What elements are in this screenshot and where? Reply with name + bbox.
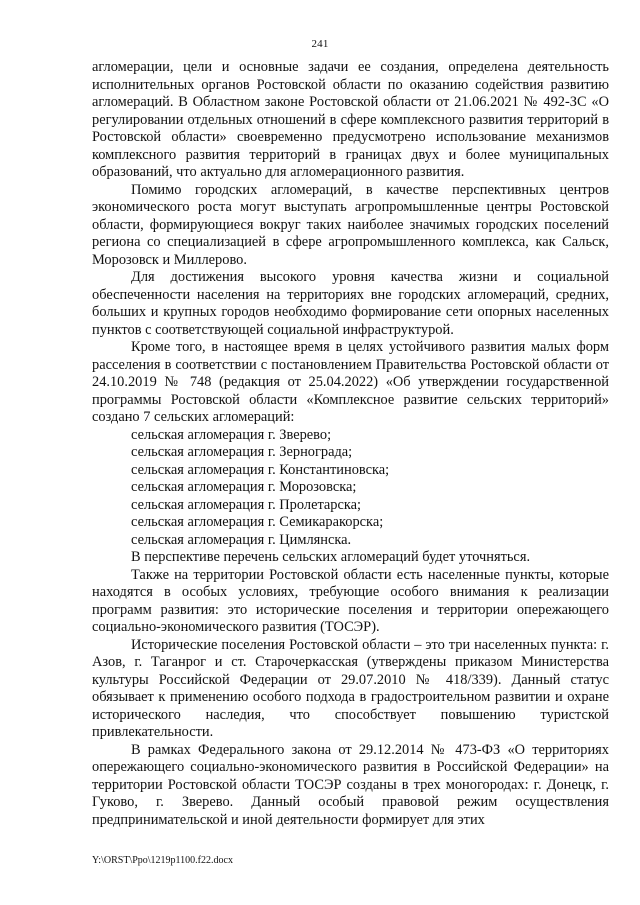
- paragraph-historical-settlements: Исторические поселения Ростовской области – это три населенных пункта: г. Азов, г. Таганрог и ст. Старочеркасская (утверждены приказом Министерства культуры Российской Федерации от 29.07.2010 № 418/339). Данный статус обязывает к применению особого подхода в градостроительном развитии и охране исторического наследия, что способствует повышению туристской привлекательности.: [92, 636, 609, 740]
- list-item: сельская агломерация г. Константиновска;: [131, 461, 390, 478]
- paragraph-toser: В рамках Федерального закона от 29.12.2014 № 473-ФЗ «О территориях опережающего социально-экономического развития в Российской Федерации» на территории Ростовской области ТОСЭР созданы в трех моногородах: г. Донецк, г. Гуково, г. Зверево. Данный особый правовой режим осуществления предпринимательской и иной деятельности формирует для этих: [92, 741, 609, 828]
- footer-file-path: Y:\ORST\Ppo\1219p1100.f22.docx: [92, 855, 233, 866]
- list-item: сельская агломерация г. Зверево;: [131, 426, 332, 443]
- list-item: сельская агломерация г. Цимлянска.: [131, 531, 352, 548]
- paragraph-support-settlements: Для достижения высокого уровня качества жизни и социальной обеспеченности населения на территориях вне городских агломераций, средних, больших и крупных городов необходимо формирование сети опорных населенных пунктов с соответствующей социальной инфраструктурой.: [92, 269, 609, 338]
- list-item: сельская агломерация г. Пролетарска;: [131, 496, 362, 513]
- paragraph-perspective: В перспективе перечень сельских агломераций будет уточняться.: [131, 549, 531, 565]
- paragraph-special-settlements: Также на территории Ростовской области есть населенные пункты, которые находятся в особых условиях, требующие особого внимания к реализации программ развития: это исторические поселения и территории опережающего социально-экономического развития (ТОСЭР).: [92, 566, 609, 635]
- page-number: 241: [311, 38, 329, 50]
- list-item: сельская агломерация г. Морозовска;: [131, 479, 357, 495]
- list-item: сельская агломерация г. Семикаракорска;: [131, 514, 384, 530]
- rural-agglomerations-list: [92, 427, 609, 550]
- paragraph-continuation: агломерации, цели и основные задачи ее создания, определена деятельность исполнительных органов Ростовской области по оказанию содействия развитию агломераций. В Областном законе Ростовской области от 21.06.2021 № 492-ЗС «О регулировании отдельных отношений в сфере комплексного развития территорий в Ростовской области» своевременно предусмотрено использование механизмов комплексного развития территорий в границах двух и более муниципальных образований, что актуально для агломерационного развития.: [92, 59, 609, 180]
- paragraph-agro-centers: Помимо городских агломераций, в качестве перспективных центров экономического роста могут выступать агропромышленные центры Ростовской области, формирующиеся вокруг таких наиболее значимых городских поселений региона со специализацией в сфере агропромышленного комплекса, как Сальск, Морозовск и Миллерово.: [92, 181, 609, 268]
- document-body: [92, 59, 609, 829]
- paragraph-rural-agglomerations-intro: Кроме того, в настоящее время в целях устойчивого развития малых форм расселения в соответствии с постановлением Правительства Ростовской области от 24.10.2019 № 748 (редакция от 25.04.2022) «Об утверждении государственной программы Ростовской области «Комплексное развитие сельских территорий» создано 7 сельских агломераций:: [92, 339, 609, 425]
- list-item: сельская агломерация г. Зернограда;: [131, 444, 353, 460]
